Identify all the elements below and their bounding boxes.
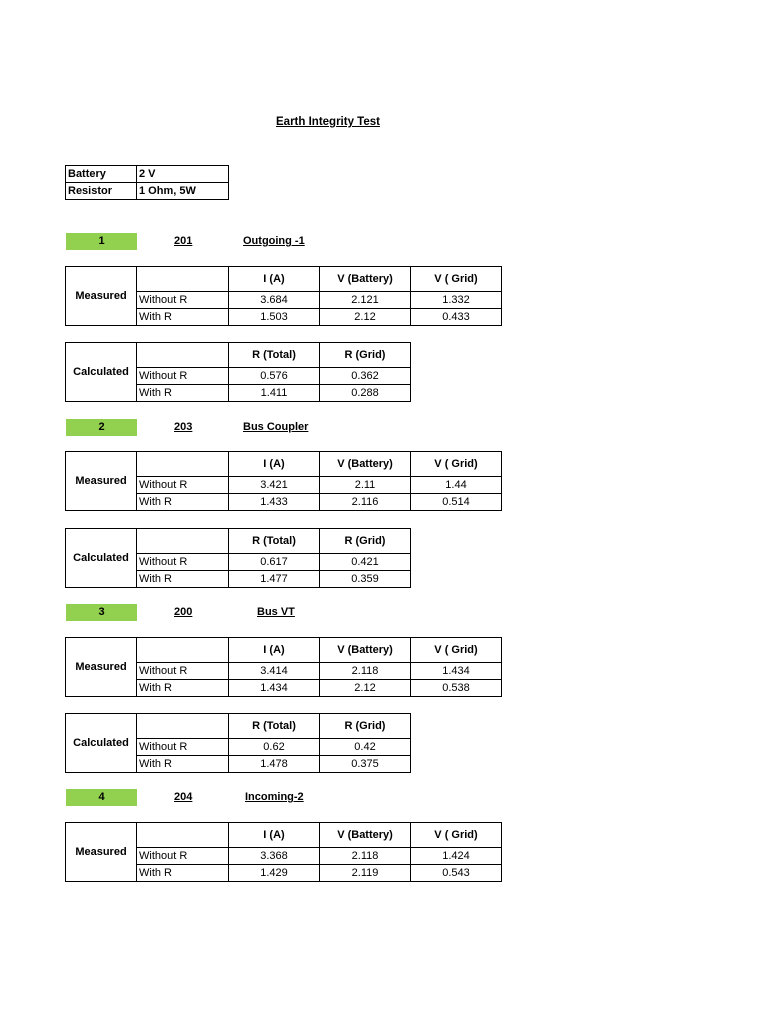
- row-label-with: With R: [137, 494, 229, 511]
- section-4-index: 4: [66, 789, 137, 806]
- info-row-resistor: [66, 183, 229, 200]
- cell: 2.12: [320, 680, 411, 697]
- header-current: I (A): [229, 267, 320, 292]
- page-title: Earth Integrity Test: [276, 116, 380, 128]
- row-label-without: Without R: [137, 663, 229, 680]
- cell: 3.421: [229, 477, 320, 494]
- measured-label: Measured: [66, 267, 137, 326]
- cell: 1.434: [229, 680, 320, 697]
- calculated-label: Calculated: [66, 343, 137, 402]
- cell: 0.543: [411, 865, 502, 882]
- cell: 0.42: [320, 739, 411, 756]
- row-label-without: Without R: [137, 292, 229, 309]
- battery-value: 2 V: [137, 166, 229, 183]
- cell: 1.433: [229, 494, 320, 511]
- cell: 2.118: [320, 848, 411, 865]
- cell: 2.11: [320, 477, 411, 494]
- cell: 0.617: [229, 554, 320, 571]
- header-r-total: R (Total): [229, 343, 320, 368]
- cell: 0.288: [320, 385, 411, 402]
- table-header-row: [66, 267, 502, 292]
- cell: 1.424: [411, 848, 502, 865]
- cell: 0.375: [320, 756, 411, 773]
- header-current: I (A): [229, 452, 320, 477]
- row-label-without: Without R: [137, 739, 229, 756]
- battery-label: Battery: [66, 166, 137, 183]
- table-header-row: [66, 638, 502, 663]
- section-1-name: Outgoing -1: [243, 235, 305, 247]
- cell: 0.433: [411, 309, 502, 326]
- table-header-row: [66, 343, 411, 368]
- cell: 0.538: [411, 680, 502, 697]
- cell: 3.414: [229, 663, 320, 680]
- section-3-measured-table: [65, 637, 502, 697]
- row-label-without: Without R: [137, 368, 229, 385]
- header-v-battery: V (Battery): [320, 823, 411, 848]
- row-label-without: Without R: [137, 848, 229, 865]
- cell: 1.44: [411, 477, 502, 494]
- cell: 2.12: [320, 309, 411, 326]
- section-2-name: Bus Coupler: [243, 421, 309, 433]
- section-1-index: 1: [66, 233, 137, 250]
- cell: 0.514: [411, 494, 502, 511]
- cell: 0.362: [320, 368, 411, 385]
- cell: 2.116: [320, 494, 411, 511]
- row-label-with: With R: [137, 756, 229, 773]
- table-header-row: [66, 714, 411, 739]
- cell: 1.503: [229, 309, 320, 326]
- section-1-measured-table: [65, 266, 502, 326]
- measured-label: Measured: [66, 823, 137, 882]
- cell: 3.368: [229, 848, 320, 865]
- header-r-grid: R (Grid): [320, 343, 411, 368]
- cell: 0.359: [320, 571, 411, 588]
- section-2-measured-table: [65, 451, 502, 511]
- header-v-battery: V (Battery): [320, 267, 411, 292]
- cell: 2.118: [320, 663, 411, 680]
- section-2-index: 2: [66, 419, 137, 436]
- cell: 1.478: [229, 756, 320, 773]
- header-current: I (A): [229, 638, 320, 663]
- row-label-with: With R: [137, 680, 229, 697]
- cell: 3.684: [229, 292, 320, 309]
- info-row-battery: [66, 166, 229, 183]
- header-r-total: R (Total): [229, 714, 320, 739]
- section-4-code: 204: [174, 791, 193, 803]
- cell: 0.421: [320, 554, 411, 571]
- row-label-with: With R: [137, 571, 229, 588]
- calculated-label: Calculated: [66, 714, 137, 773]
- row-label-with: With R: [137, 309, 229, 326]
- header-current: I (A): [229, 823, 320, 848]
- cell: 1.411: [229, 385, 320, 402]
- table-header-row: [66, 529, 411, 554]
- header-v-grid: V ( Grid): [411, 638, 502, 663]
- cell: 1.332: [411, 292, 502, 309]
- cell: 2.121: [320, 292, 411, 309]
- resistor-value: 1 Ohm, 5W: [137, 183, 229, 200]
- resistor-label: Resistor: [66, 183, 137, 200]
- header-r-grid: R (Grid): [320, 529, 411, 554]
- section-1-calculated-table: [65, 342, 411, 402]
- header-r-grid: R (Grid): [320, 714, 411, 739]
- cell: 1.434: [411, 663, 502, 680]
- cell: 1.429: [229, 865, 320, 882]
- row-label-with: With R: [137, 385, 229, 402]
- section-1-code: 201: [174, 235, 193, 247]
- section-3-code: 200: [174, 606, 193, 618]
- header-v-battery: V (Battery): [320, 638, 411, 663]
- section-3-index: 3: [66, 604, 137, 621]
- cell: 0.62: [229, 739, 320, 756]
- measured-label: Measured: [66, 638, 137, 697]
- header-v-grid: V ( Grid): [411, 823, 502, 848]
- cell: 2.119: [320, 865, 411, 882]
- section-2-code: 203: [174, 421, 193, 433]
- section-4-name: Incoming-2: [245, 791, 304, 803]
- measured-label: Measured: [66, 452, 137, 511]
- calculated-label: Calculated: [66, 529, 137, 588]
- section-2-calculated-table: [65, 528, 411, 588]
- table-header-row: [66, 823, 502, 848]
- cell: 0.576: [229, 368, 320, 385]
- section-4-measured-table: [65, 822, 502, 882]
- info-table: [65, 165, 229, 200]
- row-label-without: Without R: [137, 554, 229, 571]
- table-header-row: [66, 452, 502, 477]
- cell: 1.477: [229, 571, 320, 588]
- section-3-name: Bus VT: [257, 606, 295, 618]
- section-3-calculated-table: [65, 713, 411, 773]
- row-label-without: Without R: [137, 477, 229, 494]
- header-v-grid: V ( Grid): [411, 452, 502, 477]
- header-v-grid: V ( Grid): [411, 267, 502, 292]
- header-r-total: R (Total): [229, 529, 320, 554]
- row-label-with: With R: [137, 865, 229, 882]
- header-v-battery: V (Battery): [320, 452, 411, 477]
